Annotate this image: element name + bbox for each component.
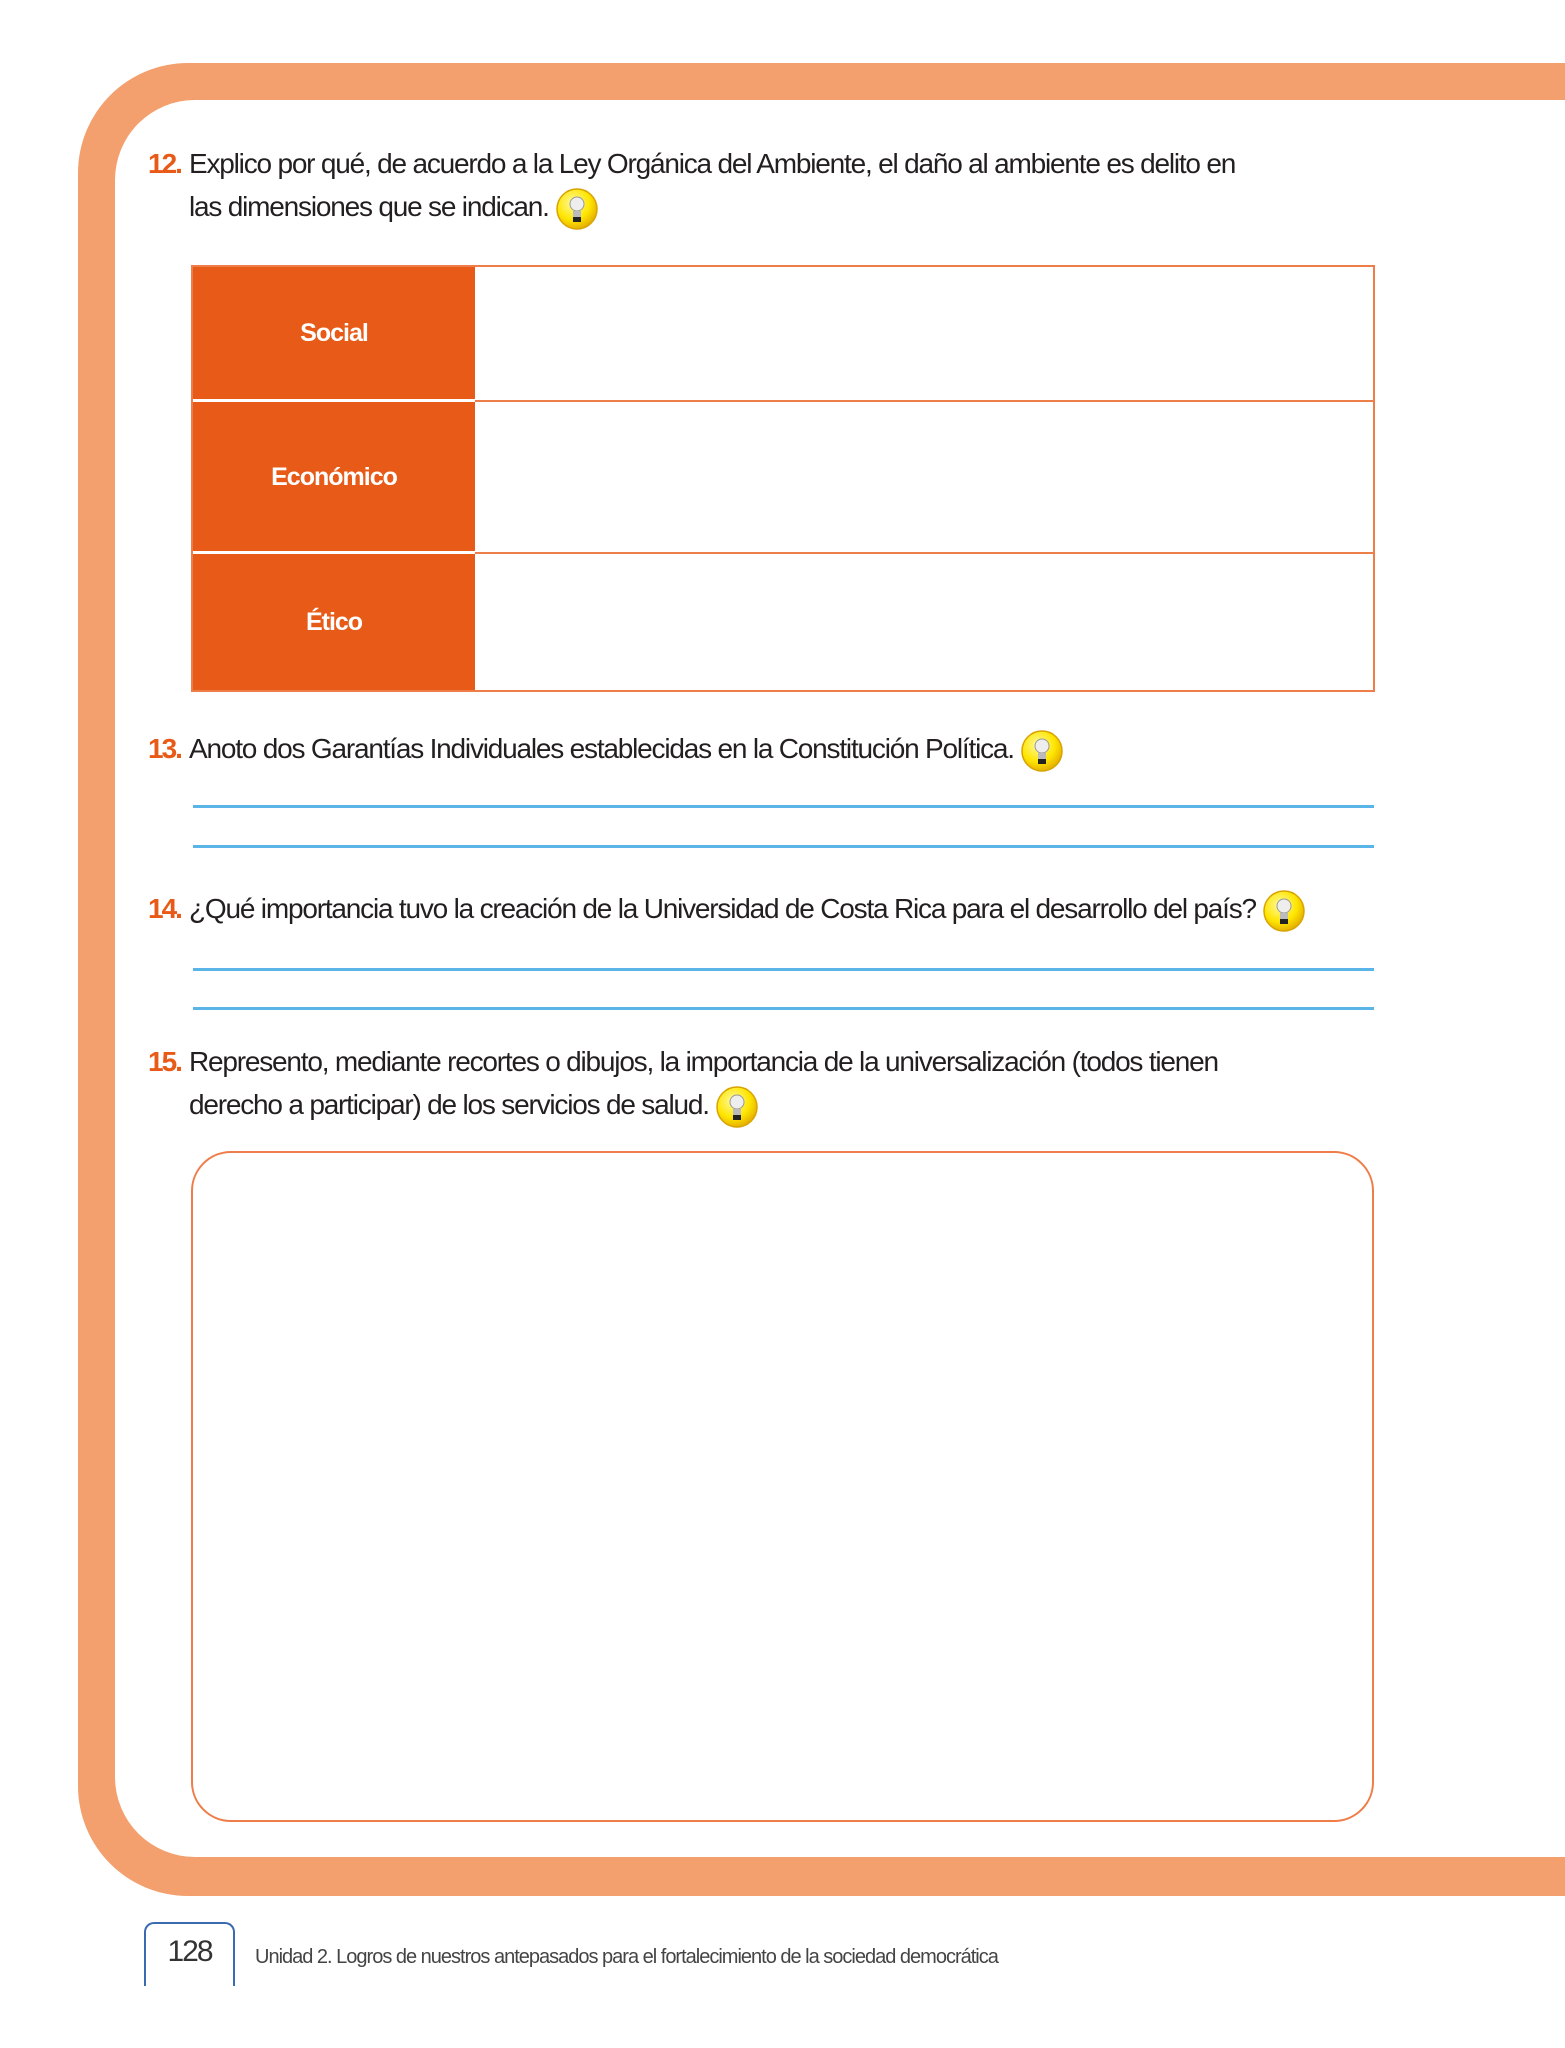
answer-line[interactable] bbox=[193, 805, 1374, 808]
question-text: ¿Qué importancia tuvo la creación de la Universidad de Costa Rica para el desarrollo del país? bbox=[189, 893, 1256, 924]
lightbulb-icon bbox=[715, 1085, 759, 1129]
row-divider bbox=[475, 400, 1373, 402]
answer-line[interactable] bbox=[193, 845, 1374, 848]
question-number: 15. bbox=[148, 1046, 181, 1077]
question-12 bbox=[148, 142, 1468, 231]
question-number: 14. bbox=[148, 893, 181, 924]
question-text-line2: las dimensiones que se indican. bbox=[189, 191, 549, 222]
question-text: Anoto dos Garantías Individuales establecidas en la Constitución Política. bbox=[189, 733, 1014, 764]
lightbulb-icon bbox=[1262, 889, 1306, 933]
question-number: 13. bbox=[148, 733, 181, 764]
row-label-etico: Ético bbox=[193, 554, 475, 690]
question-15 bbox=[148, 1040, 1468, 1129]
answer-line[interactable] bbox=[193, 968, 1374, 971]
question-text: Represento, mediante recortes o dibujos, la importancia de la universalización (todos tienen bbox=[189, 1046, 1218, 1077]
drawing-area[interactable] bbox=[191, 1151, 1374, 1822]
answer-cell-economico[interactable] bbox=[475, 402, 1373, 552]
question-number: 12. bbox=[148, 148, 181, 179]
lightbulb-icon bbox=[555, 187, 599, 231]
question-text: Explico por qué, de acuerdo a la Ley Orgánica del Ambiente, el daño al ambiente es delito en bbox=[189, 148, 1236, 179]
question-14 bbox=[148, 887, 1468, 933]
dimensions-table bbox=[191, 265, 1375, 692]
row-divider bbox=[475, 552, 1373, 554]
answer-cell-social[interactable] bbox=[475, 267, 1373, 400]
unit-title: Unidad 2. Logros de nuestros antepasados para el fortalecimiento de la sociedad democrática bbox=[255, 1946, 998, 1968]
label-divider bbox=[193, 551, 475, 554]
answer-cell-etico[interactable] bbox=[475, 554, 1373, 690]
row-label-social: Social bbox=[193, 267, 475, 400]
lightbulb-icon bbox=[1020, 729, 1064, 773]
table-row bbox=[193, 267, 1373, 400]
page-number: 128 bbox=[144, 1922, 235, 1986]
label-divider bbox=[193, 399, 475, 402]
question-13 bbox=[148, 727, 1468, 773]
answer-line[interactable] bbox=[193, 1007, 1374, 1010]
question-text-line2: derecho a participar) de los servicios de salud. bbox=[189, 1089, 709, 1120]
table-row bbox=[193, 402, 1373, 552]
row-label-economico: Económico bbox=[193, 402, 475, 552]
table-row bbox=[193, 554, 1373, 690]
